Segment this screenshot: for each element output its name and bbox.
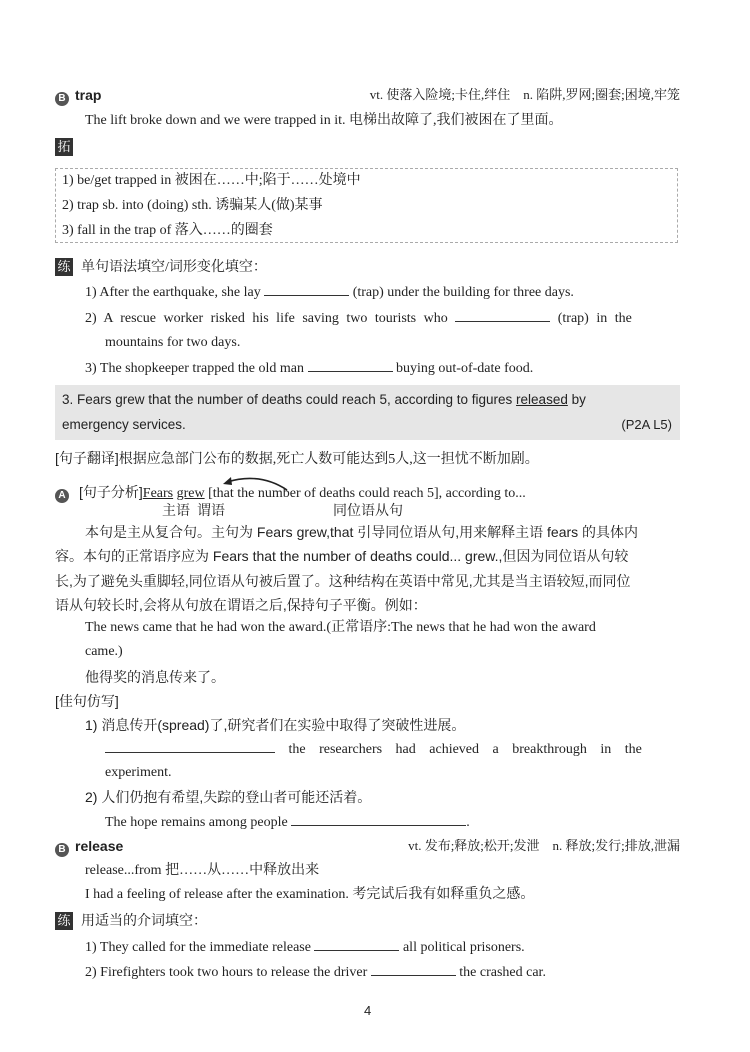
level-badge-a: A [55, 489, 69, 503]
analysis-paragraph: 语从句较长时,会将从句放在谓语之后,保持句子平衡。例如： [55, 597, 427, 613]
answer-blank[interactable] [291, 813, 466, 826]
analysis-paragraph: 本句是主从复合句。主句为 Fears grew,that 引导同位语从句,用来解释主语 fears 的具体内 [85, 524, 639, 540]
imitation-prompt: 2) 人们仍抱有希望,失踪的登山者可能还活着。 [85, 789, 372, 805]
answer-blank[interactable] [264, 283, 349, 296]
imitation-answer: the researchers had achieved a breakthrough in the [105, 740, 642, 759]
exercise-item: 1) After the earthquake, she lay (trap) under the building for three days. [85, 285, 574, 300]
exercise-item: 2) A rescue worker risked his life saving two tourists who (trap) in the [85, 311, 632, 326]
answer-blank[interactable] [308, 359, 393, 372]
extension-item: 2) trap sb. into (doing) sth. 诱骗某人(做)某事 [62, 198, 323, 213]
release-example: I had a feeling of release after the examination. 考完试后我有如释重负之感。 [85, 887, 535, 902]
extension-item: 1) be/get trapped in 被困在……中;陷于……处境中 [62, 173, 361, 188]
key-sentence: 3. Fears grew that the number of deaths could reach 5, according to figures released by [62, 392, 586, 407]
exercise-tag: 练 [55, 258, 73, 276]
exercise-item-cont: mountains for two days. [105, 335, 241, 350]
imitation-prompt: 1) 消息传开(spread)了,研究者们在实验中取得了突破性进展。 [85, 717, 466, 733]
release-phrase: release...from 把……从……中释放出来 [85, 863, 320, 878]
source-ref: (P2A L5) [621, 417, 672, 432]
trap-example: The lift broke down and we were trapped in it. 电梯出故障了,我们被困在了里面。 [85, 113, 563, 128]
analysis-line: A [句子分析]Fears grew [that the number of deaths could reach 5], according to... [55, 483, 526, 503]
clause-note: 同位语从句 [333, 502, 403, 518]
entry-trap-header [55, 86, 101, 106]
subject-note: 主语 [162, 502, 190, 518]
level-badge-b: B [55, 843, 69, 857]
translation: [句子翻译]根据应急部门公布的数据,死亡人数可能达到5人,这一担忧不断加剧。 [55, 450, 539, 467]
answer-blank[interactable] [105, 740, 275, 753]
imitation-cont: experiment. [105, 765, 172, 780]
exercise-title: 用适当的介词填空： [81, 914, 207, 929]
level-badge-b: B [55, 92, 69, 106]
analysis-example: The news came that he had won the award.(正常语序:The news that he had won the award [85, 620, 596, 635]
answer-blank[interactable] [371, 963, 456, 976]
predicate-note: 谓语 [197, 502, 225, 518]
exercise-item: 2) Firefighters took two hours to release the driver the crashed car. [85, 965, 546, 980]
headword-release: release [75, 838, 124, 854]
page-number: 4 [364, 1003, 372, 1018]
answer-blank[interactable] [455, 309, 550, 322]
entry-release-header [55, 837, 123, 857]
exercise-item: 3) The shopkeeper trapped the old man buying out-of-date food. [85, 361, 534, 376]
trap-definitions: vt. 使落入险境;卡住,绊住 n. 陷阱,罗网;圈套;困境,牢笼 [369, 87, 680, 102]
exercise-tag: 练 [55, 912, 73, 930]
release-definitions: vt. 发布;释放;松开;发泄 n. 释放;发行;排放,泄漏 [408, 838, 680, 853]
headword-trap: trap [75, 87, 102, 103]
exercise-item: 1) They called for the immediate release all political prisoners. [85, 940, 525, 955]
imitation-label: [佳句仿写] [55, 693, 119, 709]
analysis-paragraph: 容。本句的正常语序应为 Fears that the number of deaths could... grew.,但因为同位语从句较 [55, 548, 629, 564]
analysis-paragraph: 长,为了避免头重脚轻,同位语从句被后置了。这种结构在英语中常见,尤其是当主语较短,而同位 [55, 573, 631, 589]
extension-tag: 拓 [55, 138, 73, 156]
extension-item: 3) fall in the trap of 落入……的圈套 [62, 223, 273, 238]
key-sentence-cont: emergency services. [62, 417, 186, 432]
analysis-example: came.) [85, 644, 123, 659]
exercise-title: 单句语法填空/词形变化填空： [81, 260, 267, 275]
answer-blank[interactable] [314, 938, 399, 951]
imitation-answer: The hope remains among people . [105, 815, 470, 830]
analysis-example-cn: 他得奖的消息传来了。 [85, 669, 225, 685]
